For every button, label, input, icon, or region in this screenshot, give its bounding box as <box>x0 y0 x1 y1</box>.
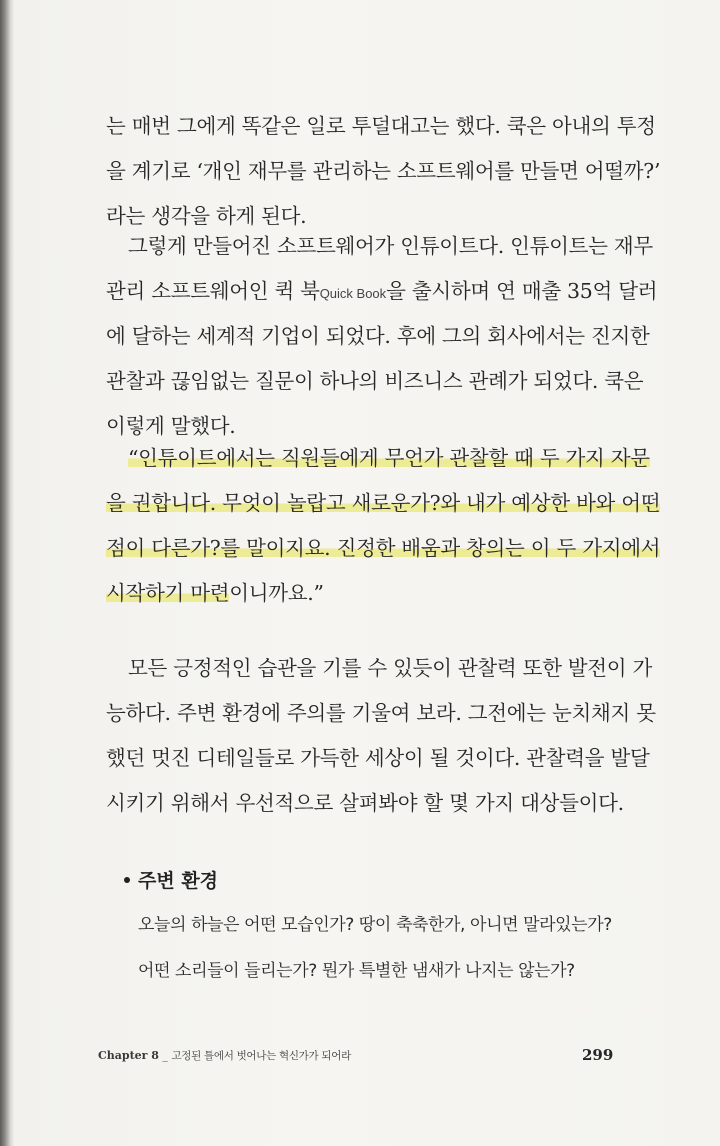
text-line <box>106 269 658 314</box>
english-annotation: Quick Book <box>319 286 387 301</box>
text-line: 오늘의 하늘은 어떤 모습인가? 땅이 축축한가, 아니면 말라있는가? <box>138 915 612 935</box>
text-fragment: 을 출시하며 연 매출 35억 달러 <box>386 279 658 303</box>
paragraph-1 <box>106 104 661 239</box>
highlighted-text: 시작하기 마련 <box>106 581 230 605</box>
highlighted-text: 점이 다른가?를 말이지요. 진정한 배움과 창의는 이 두 가지에서 <box>106 536 661 560</box>
text-line: 이렇게 말했다. <box>106 414 236 438</box>
page-number: 299 <box>582 1046 614 1064</box>
text-line <box>106 526 661 571</box>
text-line: 라는 생각을 하게 된다. <box>106 204 307 228</box>
text-line: 관찰과 끊임없는 질문이 하나의 비즈니스 관례가 되었다. 쿡은 <box>106 369 644 393</box>
text-line: 모든 긍정적인 습관을 기를 수 있듯이 관찰력 또한 발전이 가 <box>128 656 653 680</box>
text-line: 는 매번 그에게 똑같은 일로 투덜대고는 했다. 쿡은 아내의 투정 <box>106 114 656 138</box>
section-heading-label: 주변 환경 <box>138 870 219 892</box>
page-footer <box>98 1048 351 1063</box>
text-line: 능하다. 주변 환경에 주의를 기울여 보라. 그전에는 눈치채지 못 <box>106 701 656 725</box>
text-line <box>106 436 650 481</box>
text-line <box>106 481 661 526</box>
text-line: 했던 멋진 디테일들로 가득한 세상이 될 것이다. 관찰력을 발달 <box>106 746 650 770</box>
chapter-title: 고정된 틀에서 벗어나는 혁신가가 되어라 <box>171 1050 351 1062</box>
text-line <box>106 571 626 616</box>
section-body <box>138 902 638 994</box>
text-line: 시키기 위해서 우선적으로 살펴봐야 할 몇 가지 대상들이다. <box>106 791 624 815</box>
bullet-icon <box>124 877 130 883</box>
paragraph-2 <box>106 224 658 449</box>
chapter-separator: _ <box>158 1049 172 1062</box>
page-binding-edge <box>0 0 14 1146</box>
chapter-label: Chapter 8 <box>98 1049 159 1062</box>
paragraph-3 <box>106 646 656 826</box>
text-line: 에 달하는 세계적 기업이 되었다. 후에 그의 회사에서는 진지한 <box>106 324 650 348</box>
book-page <box>14 0 720 1146</box>
text-line: 어떤 소리들이 들리는가? 뭔가 특별한 냄새가 나지는 않는가? <box>138 961 575 981</box>
text-line: 을 계기로 ‘개인 재무를 관리하는 소프트웨어를 만들면 어떨까?’ <box>106 159 661 183</box>
text-fragment: 이니까요.” <box>229 581 324 605</box>
highlighted-text: 을 권합니다. 무엇이 놀랍고 새로운가?와 내가 예상한 바와 어떤 <box>106 491 661 515</box>
text-fragment: 관리 소프트웨어인 퀵 북 <box>106 279 320 303</box>
text-line: 그렇게 만들어진 소프트웨어가 인튜이트다. 인튜이트는 재무 <box>128 234 653 258</box>
section-heading <box>124 866 218 893</box>
quote-paragraph <box>106 436 661 616</box>
highlighted-text: “인튜이트에서는 직원들에게 무언가 관찰할 때 두 가지 자문 <box>128 446 650 470</box>
